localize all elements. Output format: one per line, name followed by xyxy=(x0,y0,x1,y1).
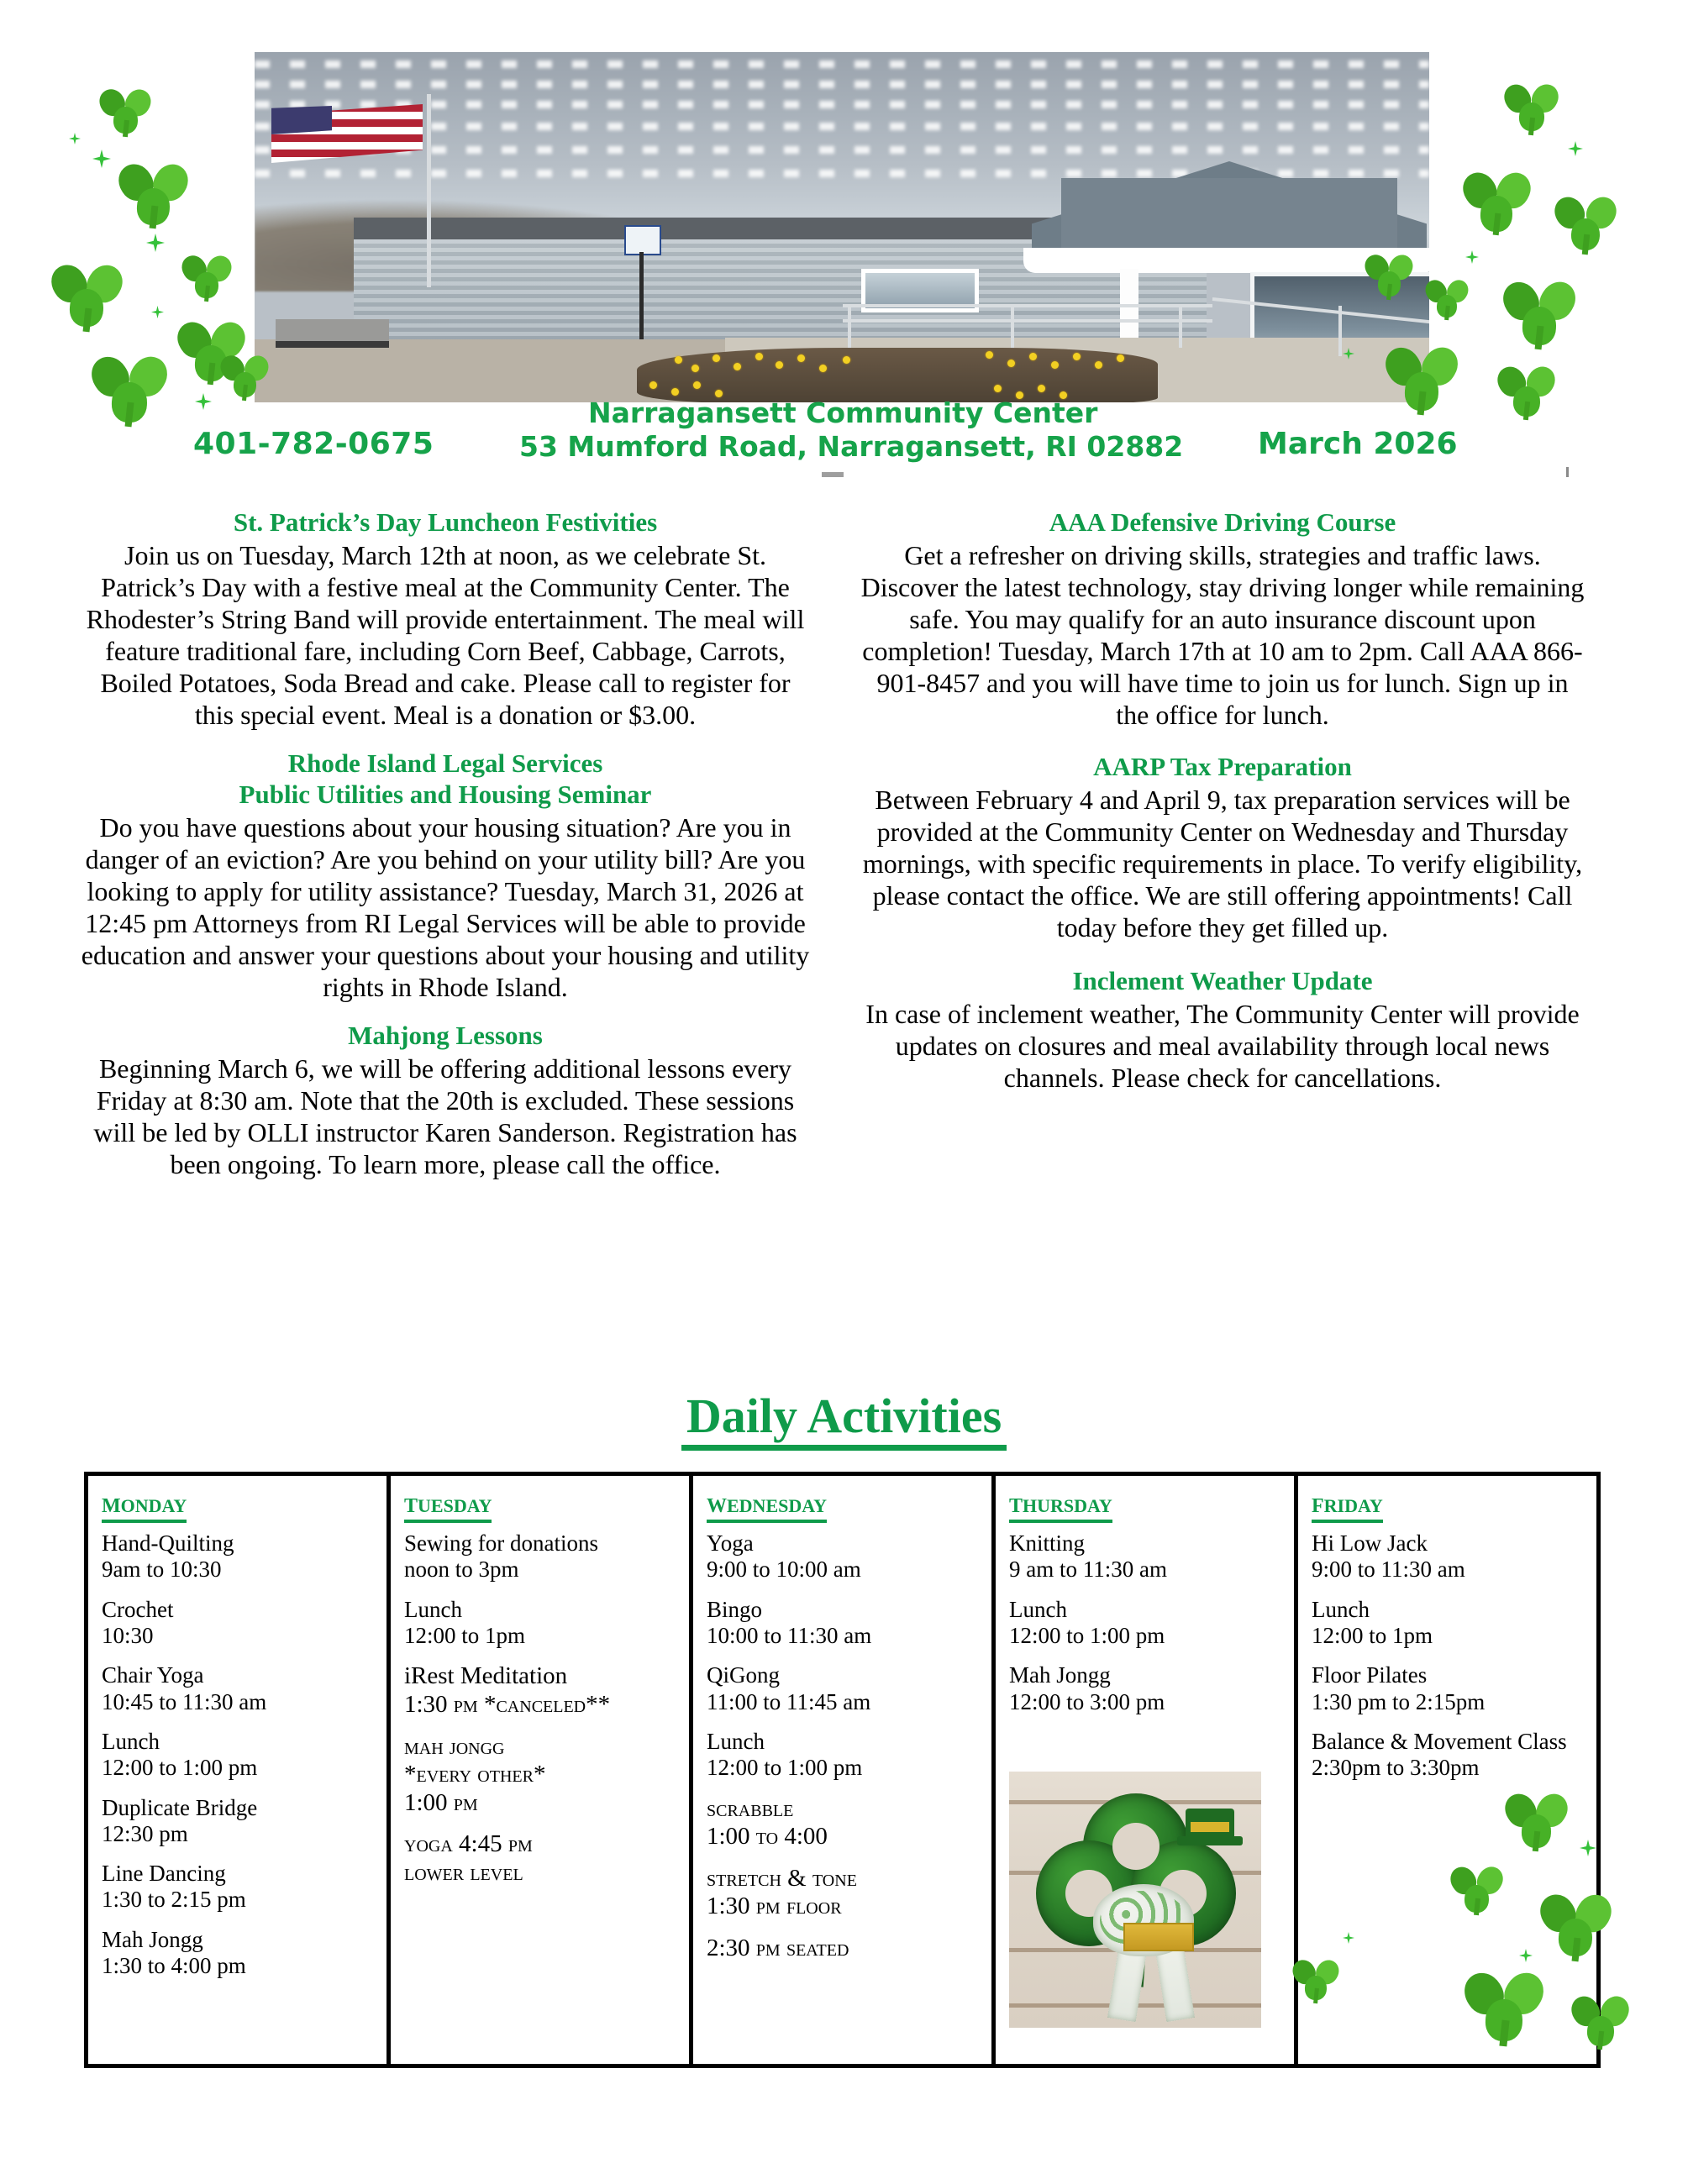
day-column-monday xyxy=(88,1476,387,2064)
article-inclement-weather xyxy=(857,967,1588,1094)
activity-entry: Sewing for donations noon to 3pm xyxy=(404,1530,598,1583)
community-center-photo xyxy=(255,52,1429,402)
daily-activities-table xyxy=(84,1472,1601,2068)
activity-entry: Balance & Movement Class 2:30pm to 3:30pm xyxy=(1312,1728,1567,1781)
activity-entry: Chair Yoga 10:45 to 11:30 am xyxy=(102,1662,267,1714)
day-header: monday xyxy=(102,1488,187,1523)
activity-entry: Floor Pilates 1:30 pm to 2:15pm xyxy=(1312,1662,1486,1714)
activity-entry: Hi Low Jack 9:00 to 11:30 am xyxy=(1312,1530,1465,1583)
article-body: Do you have questions about your housing situation? Are you in danger of an eviction? Are you behind on your utility bill? Are you looking to apply for utility assistance? Tuesday, March 31, 2026 at 12:45 pm Attorneys from RI Legal Services will be able to provide education and answer your questions about your housing and utility rights in Rhode Island. xyxy=(81,811,810,1003)
right-column xyxy=(857,508,1588,1112)
activity-entry: scrabble 1:00 to 4:00 xyxy=(707,1794,828,1851)
article-body: Get a refresher on driving skills, strategies and traffic laws. Discover the latest technology, stay driving longer while remaining safe. You may qualify for an auto insurance discount upon completion! Tuesday, March 17th at 10 am to 2pm. Call AAA 866-901-8457 and you will have time to join us for lunch. Sign up in the office for lunch. xyxy=(860,539,1585,731)
article-title: Rhode Island Legal Services xyxy=(287,748,603,779)
shamrock-wreath-photo xyxy=(1009,1772,1261,2028)
activity-entry: Duplicate Bridge 12:30 pm xyxy=(102,1794,258,1846)
activity-entry: QiGong 11:00 to 11:45 am xyxy=(707,1662,871,1714)
activity-entry: Hand-Quilting 9am to 10:30 xyxy=(102,1530,234,1583)
header-tick-mark xyxy=(1566,467,1569,477)
header-phone: 401-782-0675 xyxy=(193,427,434,461)
accessible-parking-sign xyxy=(624,225,661,255)
article-body: Join us on Tuesday, March 12th at noon, as we celebrate St. Patrick’s Day with a festive meal at the Community Center. The Rhodester’s String Band will provide entertainment. The meal will feature traditional fare, including Corn Beef, Cabbage, Carrots, Boiled Potatoes, Soda Bread and cake. Please call to register for this special event. Meal is a donation or $3.00. xyxy=(86,539,805,731)
activity-entry: Yoga 9:00 to 10:00 am xyxy=(707,1530,861,1583)
article-subtitle: Public Utilities and Housing Seminar xyxy=(239,779,652,809)
activity-entry: 2:30 pm seated xyxy=(707,1935,849,1961)
article-mahjong-lessons xyxy=(80,1021,811,1180)
header-divider xyxy=(822,472,844,477)
header-center-name: Narragansett Community Center xyxy=(588,396,1098,429)
activity-entry: Lunch 12:00 to 1pm xyxy=(1312,1596,1433,1648)
activity-entry: Lunch 12:00 to 1:00 pm xyxy=(102,1728,258,1781)
activity-entry: Lunch 12:00 to 1pm xyxy=(404,1596,526,1648)
leprechaun-hat-icon xyxy=(1186,1809,1234,1845)
activity-entry: Mah Jongg 1:30 to 4:00 pm xyxy=(102,1926,246,1979)
park-bench xyxy=(276,319,389,348)
wreath-tag xyxy=(1123,1923,1194,1951)
activity-entry: yoga 4:45 pm lower level xyxy=(404,1830,533,1886)
article-title: AARP Tax Preparation xyxy=(1093,752,1352,782)
activity-entry: Crochet 10:30 xyxy=(102,1596,174,1648)
article-title: St. Patrick’s Day Luncheon Festivities xyxy=(233,507,658,537)
header-address: 53 Mumford Road, Narragansett, RI 02882 xyxy=(519,430,1184,463)
activity-entry: mah jongg *every other* 1:00 pm xyxy=(404,1732,546,1816)
day-column-friday xyxy=(1294,1476,1596,2064)
article-title: Inclement Weather Update xyxy=(1072,966,1373,996)
day-header: wednesday xyxy=(707,1488,827,1523)
article-st-patricks-luncheon xyxy=(80,508,811,731)
activity-entry: Lunch 12:00 to 1:00 pm xyxy=(1009,1596,1165,1648)
left-column xyxy=(80,508,811,1199)
day-column-thursday xyxy=(991,1476,1294,2064)
day-column-tuesday xyxy=(387,1476,689,2064)
activity-entry: iRest Meditation 1:30 pm *canceled** xyxy=(404,1662,611,1718)
day-header: friday xyxy=(1312,1488,1383,1523)
activity-entry: stretch & tone 1:30 pm floor xyxy=(707,1864,857,1920)
article-body: Between February 4 and April 9, tax preparation services will be provided at the Community Center on Wednesday and Thursday mornings, with specific requirements in place. To verify eligibility, please contact the office. We are still offering appointments! Call today before they get filled up. xyxy=(862,784,1583,943)
article-aaa-defensive-driving xyxy=(857,508,1588,731)
article-aarp-tax-preparation xyxy=(857,753,1588,943)
article-title: AAA Defensive Driving Course xyxy=(1049,507,1396,537)
activity-entry: Bingo 10:00 to 11:30 am xyxy=(707,1596,872,1648)
day-header: tuesday xyxy=(404,1488,492,1523)
article-ri-legal-services xyxy=(80,749,811,1003)
article-body: Beginning March 6, we will be offering additional lessons every Friday at 8:30 am. Note that the 20th is excluded. These sessions will be led by OLLI instructor Karen Sanderson. Registration has been ongoing. To learn more, please call the office. xyxy=(93,1053,797,1180)
daily-activities-title: Daily Activities xyxy=(0,1388,1688,1444)
header-month: March 2026 xyxy=(1258,427,1458,461)
day-column-wednesday xyxy=(689,1476,991,2064)
activity-entry: Line Dancing 1:30 to 2:15 pm xyxy=(102,1861,246,1913)
article-title: Mahjong Lessons xyxy=(348,1021,543,1051)
activity-entry: Mah Jongg 12:00 to 3:00 pm xyxy=(1009,1662,1165,1714)
article-body: In case of inclement weather, The Community Center will provide updates on closures and meal availability through local news channels. Please check for cancellations. xyxy=(865,999,1580,1094)
activity-entry: Lunch 12:00 to 1:00 pm xyxy=(707,1728,863,1781)
day-header: thursday xyxy=(1009,1488,1112,1523)
newsletter-header xyxy=(0,0,1688,483)
activity-entry: Knitting 9 am to 11:30 am xyxy=(1009,1530,1167,1583)
